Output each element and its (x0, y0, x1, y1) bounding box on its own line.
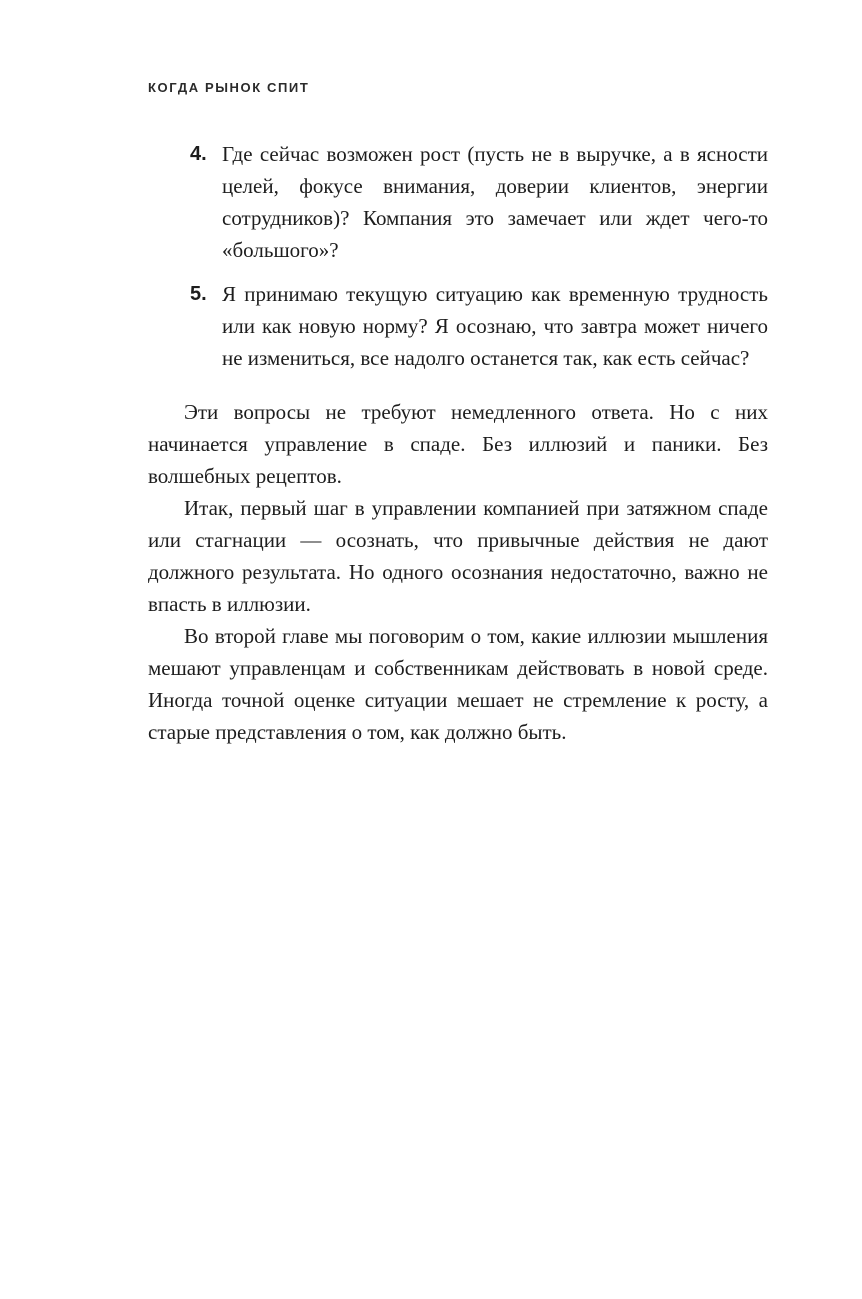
paragraph: Эти вопросы не требуют немедленного ответа. Но с них начинается управление в спаде. Без иллюзий и паники. Без волшебных рецептов. (148, 400, 768, 488)
paragraph: Во второй главе мы поговорим о том, какие иллюзии мышления мешают управленцам и собственникам действовать в новой среде. Иногда точной оценке ситуации мешает не стремление к росту, а старые представления о том, как должно быть. (148, 624, 768, 744)
list-item-text: Я принимаю текущую ситуацию как временную трудность или как новую норму? Я осознаю, что завтра может ничего не измениться, все надолго останется так, как есть сейчас? (222, 282, 768, 370)
list-item-number: 5. (190, 283, 207, 305)
list-item (190, 138, 768, 266)
list-item-text: Где сейчас возможен рост (пусть не в выручке, а в ясности целей, фокусе внимания, доверии клиентов, энергии сотрудников)? Компания это замечает или ждет чего-то «большого»? (222, 142, 768, 262)
list-item (190, 278, 768, 374)
running-header: КОГДА РЫНОК СПИТ (148, 80, 310, 95)
list-item-number: 4. (190, 143, 207, 165)
paragraph: Итак, первый шаг в управлении компанией при затяжном спаде или стагнации — осознать, что привычные действия не дают должного результата. Но одного осознания недостаточно, важно не впасть в иллюзии. (148, 496, 768, 616)
page-content (148, 138, 768, 748)
question-list (148, 138, 768, 374)
body-text (148, 396, 768, 748)
